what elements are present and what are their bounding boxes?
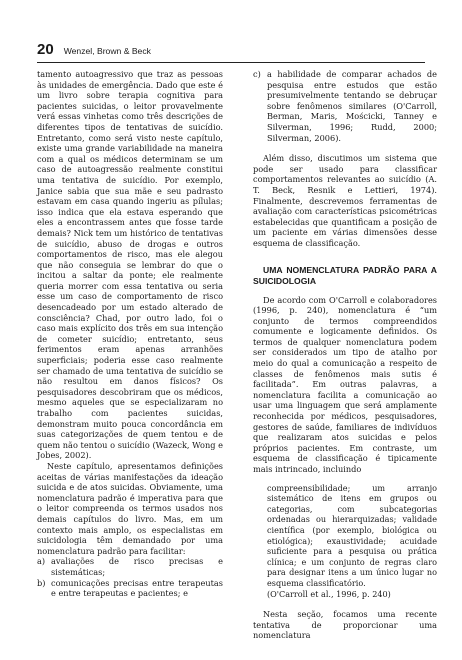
running-head: Wenzel, Brown & Beck xyxy=(63,46,151,56)
paragraph: tamento autoagressivo que traz as pessoas às unidades de emergência. Dado que este é um livro sobre terapia cognitiva para pacientes suicidas, o leitor provavelmente verá essas vinhetas como três descrições de diferentes tipos de tentativas de suicídio. Entretanto, como será visto neste capítulo, existe uma grande variabilidade na maneira com a qual os médicos determinam se um caso de autoagressão realmente constitui uma tentativa de suicídio. Por exemplo, Janice sabia que sua mãe e seu padrasto estavam em casa quando ingeriu as pílulas; isso indica que ela estava esperando que eles a encontrassem antes que fosse tarde demais? Nick tem um histórico de tentativas de suicídio, abuso de drogas e outros comportamentos de risco, mas ele alegou que não conseguia se lembrar do que o incitou a saltar da ponte; ele realmente queria morrer com essa tentativa ou seria esse um caso de comportamento de risco desencadeado por um estado alterado de consciência? Chad, por outro lado, foi o caso mais explícito dos três em sua intenção de cometer suicídio; entretanto, seus ferimentos eram apenas arranhões superficiais; poderia esse caso realmente ser chamado de uma tentativa de suicídio se não resultou em danos físicos? Os pesquisadores descobriram que os médicos, mesmo aqueles que se especializaram no trabalho com pacientes suicidas, demonstram muito pouca concordância em suas categorizações de quem tentou e de quem não tentou o suicídio (Wazeck, Wong e Jobes, 2002). xyxy=(37,69,223,461)
section-heading: UMA NOMENCLATURA PADRÃO PARA A SUICIDOLOGIA xyxy=(253,264,437,286)
block-quote xyxy=(253,483,437,600)
list-marker: a) xyxy=(37,556,46,567)
quote-citation: (O'Carroll et al., 1996, p. 240) xyxy=(267,588,391,599)
list-text: avaliações de risco precisas e sistemáticas; xyxy=(51,556,223,577)
right-column xyxy=(253,69,437,641)
list-text: comunicações precisas entre terapeutas e entre terapeutas e pacientes; e xyxy=(51,577,223,599)
quote-text: compreensibilidade; um arranjo sistemático de itens em grupos ou categorias, com subcategorias ordenadas ou hierarquizadas; validade científica (por exemplo, biológica ou etiológica); exaustividade; acuidade suficiente para a pesquisa ou prática clínica; e um conjunto de regras claro para designar itens a um único lugar no esquema classificatório. xyxy=(267,482,437,588)
list-marker: c) xyxy=(253,69,261,79)
page-header xyxy=(37,41,425,63)
paragraph: Neste capítulo, apresentamos definições aceitas de várias manifestações da ideação suicida e de atos suicidas. Obviamente, uma nomenclatura padrão é imperativa para que o leitor compreenda os termos usados nos demais capítulos do livro. Mas, em um contexto mais amplo, os especialistas em suicidologia têm demandado por uma nomenclatura padrão para facilitar: xyxy=(37,460,223,556)
list-marker: b) xyxy=(37,577,46,588)
page-number: 20 xyxy=(37,41,54,58)
paragraph: Nesta seção, focamos uma recente tentativa de proporcionar uma nomenclatura xyxy=(253,609,437,641)
list-item xyxy=(37,556,223,577)
list-item xyxy=(37,578,223,599)
list-text: a habilidade de comparar achados de pesquisa entre estudos que estão presumivelmente tentando se debruçar sobre fenômenos similares (O'Carroll, Berman, Maris, Mościcki, Tanney e Silverman, 1996; Rudd, 2000; Silverman, 2006). xyxy=(267,69,437,143)
paragraph: De acordo com O'Carroll e colaboradores (1996, p. 240), nomenclatura é “um conjunto de termos compreendidos comumente e logicamente definidos. Os termos de qualquer nomenclatura podem ser considerados um tipo de atalho por meio do qual a comunicação a respeito de classes de fenômenos mais sutis é facilitada”. Em outras palavras, a nomenclatura facilita a comunicação ao usar uma linguagem que será amplamente reconhecida por médicos, pesquisadores, gestores de saúde, familiares de indivíduos que realizaram atos suicidas e pelos próprios pacientes. Em contraste, um esquema de classificação é tipicamente mais intrincado, incluindo xyxy=(253,294,437,474)
left-column xyxy=(37,69,223,599)
paragraph: Além disso, discutimos um sistema que pode ser usado para classificar comportamentos relevantes ao suicídio (A. T. Beck, Resnik e Lettieri, 1974). Finalmente, descrevemos ferramentas de avaliação com características psicométricas estabelecidas que quantificam a posição de um paciente em várias dimensões desse esquema de classificação. xyxy=(253,153,437,248)
list-item xyxy=(253,69,437,143)
